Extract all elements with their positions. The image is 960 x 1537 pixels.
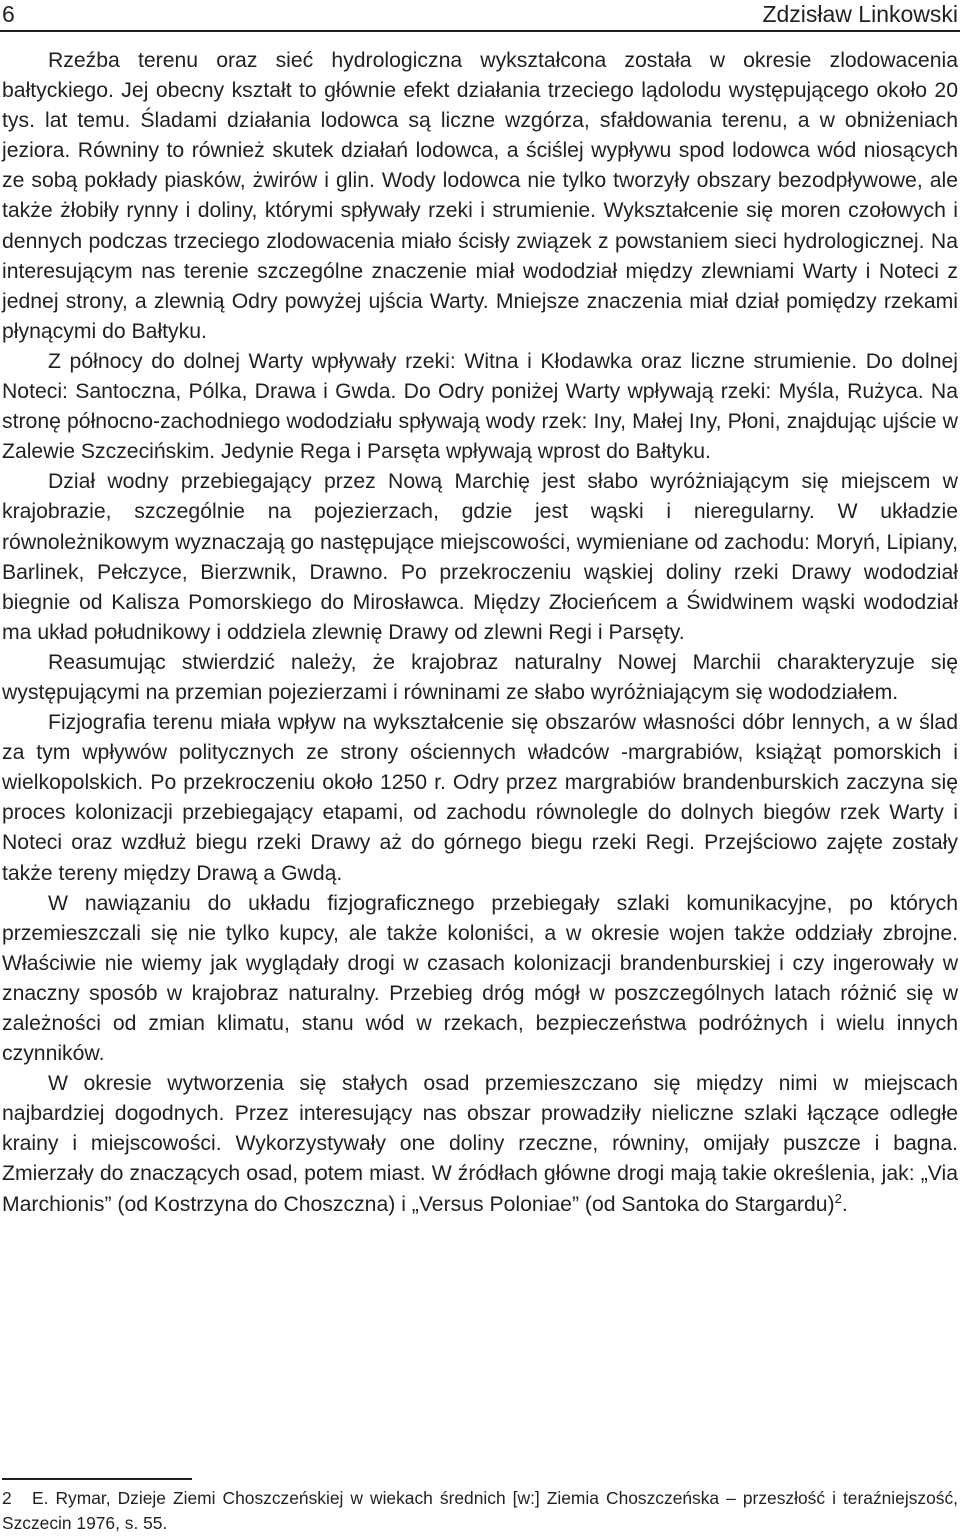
footnote-number: 2 — [2, 1488, 12, 1508]
page-header — [0, 0, 960, 32]
footnote-text: E. Rymar, Dzieje Ziemi Choszczeńskiej w wiekach średnich [w:] Ziemia Choszczeńska – przeszłość i teraźniejszość, Szczecin 1976, s. 55. — [2, 1488, 958, 1533]
body-text — [2, 46, 958, 1220]
paragraph-3: Dział wodny przebiegający przez Nową Marchię jest słabo wyróżniającym się miejscem w krajobrazie, szczególnie na pojezierzach, gdzie jest wąski i nieregularny. W układzie równoleżnikowym wyznaczają go następujące miejscowości, wymieniane od zachodu: Moryń, Lipiany, Barlinek, Pełczyce, Bierzwnik, Drawno. Po przekroczeniu wąskiej doliny rzeki Drawy wododział biegnie od Kalisza Pomorskiego do Mirosławca. Między Złocieńcem a Świdwinem wąski wododział ma układ południkowy i oddziela zlewnię Drawy od zlewni Regi i Parsęty. — [2, 470, 958, 644]
footnote-reference: 2 — [834, 1190, 842, 1206]
paragraph-2: Z północy do dolnej Warty wpływały rzeki: Witna i Kłodawka oraz liczne strumienie. Do dolnej Noteci: Santoczna, Pólka, Drawa i Gwda. Do Odry poniżej Warty wpływają rzeki: Myśla, Rużyca. Na stronę północno-zachodniego wododziału spływają wody rzek: Iny, Małej Iny, Płoni, znajdując ujście w Zalewie Szczecińskim. Jedynie Rega i Parsęta wpływają wprost do Bałtyku. — [2, 349, 958, 464]
paragraph-7-end: . — [841, 1192, 848, 1216]
paragraph-6: W nawiązaniu do układu fizjograficznego przebiegały szlaki komunikacyjne, po których przemieszczali się nie tylko kupcy, ale także koloniści, a w okresie wojen także oddziały zbrojne. Właściwie nie wiemy jak wyglądały drogi w czasach kolonizacji brandenburskiej i czy ingerowały w znaczny sposób w krajobraz naturalny. Przebieg dróg mógł w poszczególnych latach różnić się w zależności od zmian klimatu, stanu wód w rzekach, bezpieczeństwa podróżnych i wielu innych czynników. — [2, 891, 958, 1066]
footnote — [2, 1486, 958, 1536]
paragraph-7 — [2, 1069, 958, 1219]
footnote-separator — [2, 1478, 192, 1480]
paragraph-5: Fizjografia terenu miała wpływ na wykształcenie się obszarów własności dóbr lennych, a w ślad za tym wpływów politycznych ze strony ościennych władców -margrabiów, książąt pomorskich i wielkopolskich. Po przekroczeniu około 1250 r. Odry przez margrabiów brandenburskich zaczyna się proces kolonizacji przebiegający etapami, od zachodu równolegle do dolnych biegów rzek Warty i Noteci oraz wzdłuż biegu rzeki Drawy aż do górnego biegu rzeki Regi. Przejściowo zajęte zostały także tereny między Drawą a Gwdą. — [2, 711, 958, 885]
paragraph-4: Reasumując stwierdzić należy, że krajobraz naturalny Nowej Marchii charakteryzuje się występującymi na przemian pojezierzami i równinami ze słabo wyróżniającym się wododziałem. — [2, 650, 958, 704]
paragraph-1: Rzeźba terenu oraz sieć hydrologiczna wykształcona została w okresie zlodowacenia bałtyckiego. Jej obecny kształt to głównie efekt działania trzeciego lądolodu występującego około 20 tys. lat temu. Śladami działania lodowca są liczne wzgórza, sfałdowania terenu, a w obniżeniach jeziora. Równiny to również skutek działań lodowca, a ściślej wypływu spod lodowca wód niosących ze sobą pokłady piasków, żwirów i glin. Wody lodowca nie tylko tworzyły obszary bezodpływowe, ale także żłobiły rynny i doliny, którymi spływały rzeki i strumienie. Wykształcenie się moren czołowych i dennych podczas trzeciego zlodowacenia miało ścisły związek z powstaniem sieci hydrologicznej. Na interesującym nas terenie szczególne znaczenie miał wododział między zlewniami Warty i Noteci z jednej strony, a zlewnią Odry powyżej ujścia Warty. Mniejsze znaczenia miał dział pomiędzy rzekami płynącymi do Bałtyku. — [2, 49, 958, 343]
paragraph-7-text: W okresie wytworzenia się stałych osad przemieszczano się między nimi w miejscach najbardziej dogodnych. Przez interesujący nas obszar prowadziły nieliczne szlaki łączące odległe krainy i miejscowości. Wykorzystywały one doliny rzeczne, równiny, omijały puszcze i bagna. Zmierzały do znaczących osad, potem miast. W źródłach główne drogi mają takie określenia, jak: „Via Marchionis” (od Kostrzyna do Choszczna) i „Versus Poloniae” (od Santoka do Stargardu) — [2, 1072, 958, 1216]
running-title: Zdzisław Linkowski — [762, 1, 958, 27]
page-number: 6 — [2, 1, 15, 27]
